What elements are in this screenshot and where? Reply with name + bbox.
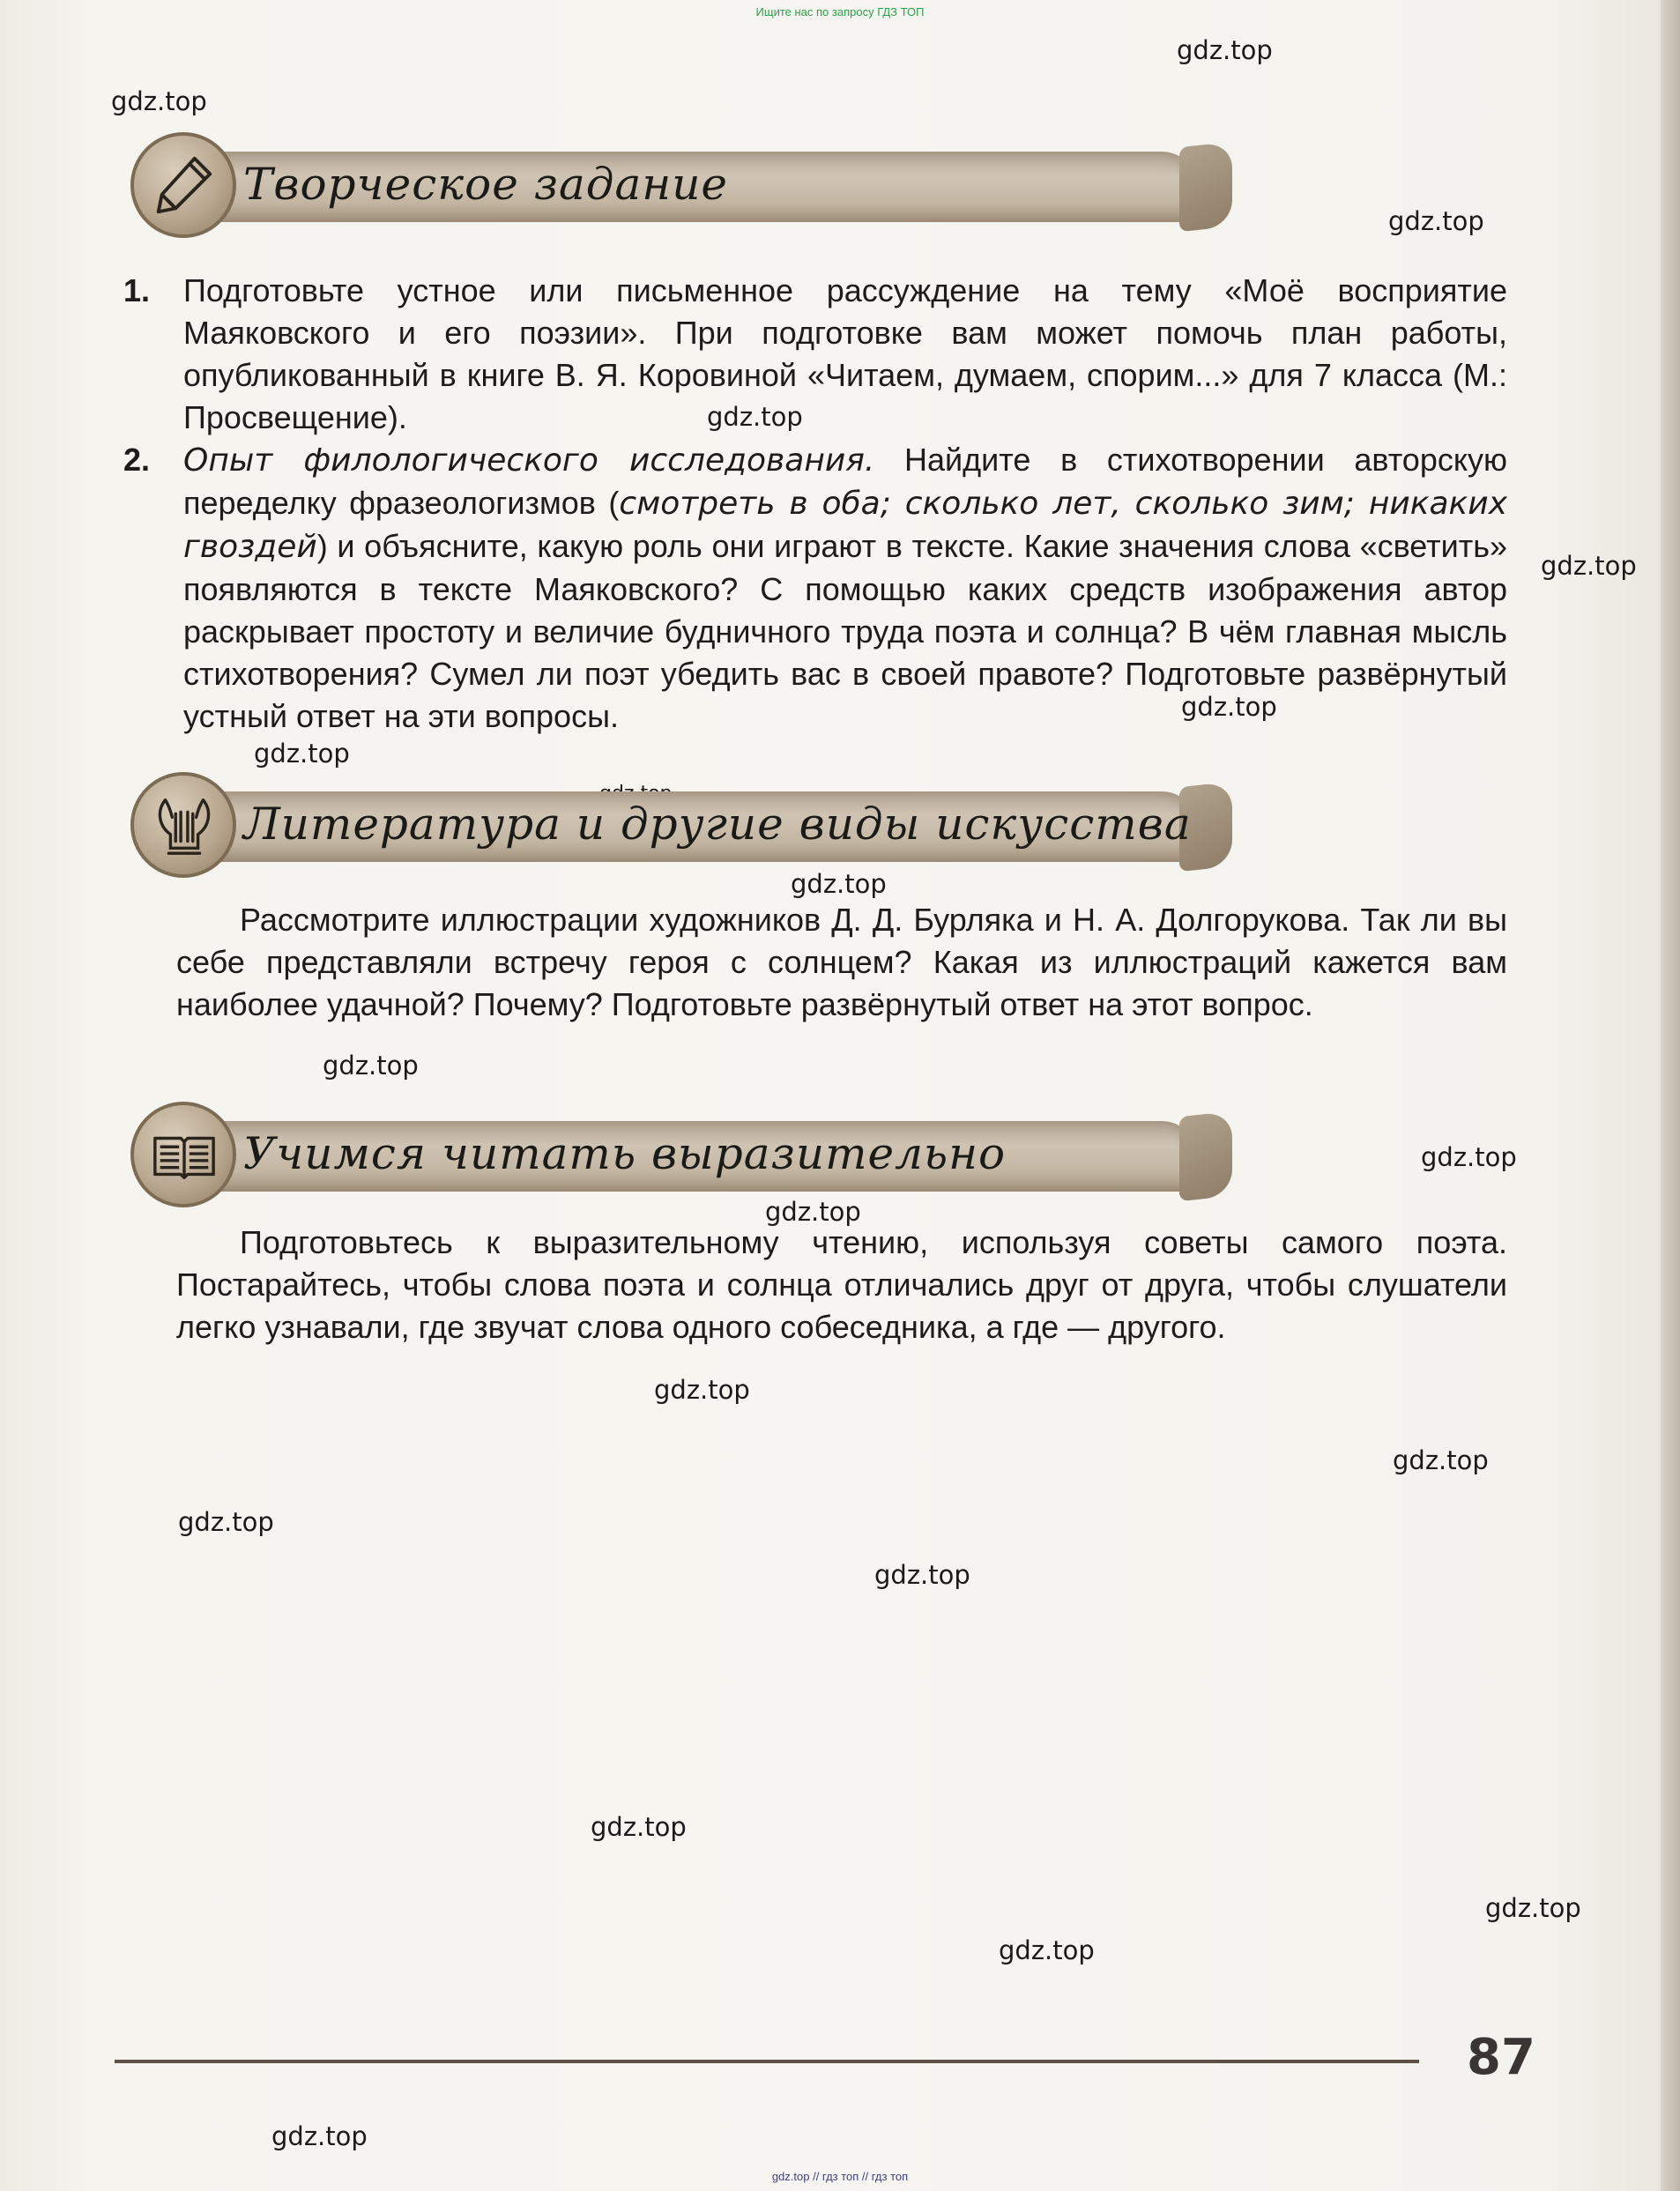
watermark: gdz.top <box>1393 1445 1489 1475</box>
watermark: gdz.top <box>791 869 887 899</box>
section-title: Творческое задание <box>243 159 729 210</box>
watermark: gdz.top <box>254 739 350 769</box>
section-title: Учимся читать выразительно <box>243 1128 1007 1179</box>
watermark: gdz.top <box>591 1812 687 1842</box>
task-number: 1. <box>123 272 151 308</box>
pencil-icon <box>150 152 219 220</box>
task-text: Подготовьте устное или письменное рассуждение на тему «Моё восприятие Маяковского и его поэзии». При подготовке вам может помочь план работы, опубликованный в книге В. Я. Коровиной «Читаем, думаем, спорим...» для 7 класса (М.: Просвещение). <box>183 272 1507 435</box>
phraseologisms-list: смотреть в оба; сколько лет, сколько зим; никаких гвоздей <box>183 486 1507 565</box>
watermark: gdz.top <box>271 2121 368 2151</box>
watermark: gdz.top <box>765 1197 861 1227</box>
watermark: gdz.top <box>1541 551 1637 581</box>
task-text <box>183 439 1507 738</box>
task-number: 2. <box>123 442 151 478</box>
banner-medallion <box>130 772 236 878</box>
footer-rule <box>115 2060 1419 2063</box>
banner-medallion <box>130 1102 236 1207</box>
section-banner-arts <box>130 772 1241 878</box>
watermark: gdz.top <box>999 1935 1095 1965</box>
banner-ribbon-end <box>1179 142 1232 232</box>
task-2 <box>123 439 1507 738</box>
arts-paragraph <box>176 899 1507 1026</box>
task-text-part: ) и объясните, какую роль они играют в тексте. Какие значения слова «светить» появляются в тексте Маяковского? С помощью каких средств изображения автор раскрывает простоту и величие будничного труда поэта и солнца? В чём главная мысль стихотворения? Сумел ли поэт убедить вас в своей правоте? Подготовьте развёрнутый устный ответ на эти вопросы. <box>183 528 1507 734</box>
section-title: Литература и другие виды искусства <box>243 798 1192 850</box>
task-1 <box>123 270 1507 439</box>
section-banner-reading <box>130 1102 1241 1207</box>
banner-medallion <box>130 132 236 238</box>
reading-paragraph <box>176 1222 1507 1348</box>
watermark: gdz.top <box>323 1051 419 1081</box>
paragraph-text: Подготовьтесь к выразительному чтению, используя советы самого поэта. Постарайтесь, чтобы слова поэта и солнца отличались друг от друга, чтобы слушатели легко узнавали, где звучат слова одного собеседника, а где — другого. <box>176 1224 1507 1345</box>
watermark: gdz.top <box>707 402 803 432</box>
watermark: gdz.top <box>178 1507 274 1537</box>
watermark: gdz.top <box>1177 35 1273 65</box>
page-edge <box>1661 0 1680 2191</box>
open-book-icon <box>150 1121 219 1190</box>
lyre-icon <box>150 791 219 860</box>
banner-ribbon-end <box>1179 1111 1232 1201</box>
task-lead-italic: Опыт филологического исследования. <box>183 442 875 479</box>
watermark: gdz.top <box>111 86 207 116</box>
page-number: 87 <box>1467 2029 1535 2086</box>
watermark: gdz.top <box>1485 1893 1581 1923</box>
watermark: gdz.top <box>1421 1142 1517 1172</box>
section-banner-creative <box>130 132 1241 238</box>
watermark: gdz.top <box>654 1375 750 1405</box>
bottom-note: gdz.top // гдз топ // гдз топ <box>771 2170 909 2183</box>
top-note: Ищите нас по запросу ГДЗ ТОП <box>755 5 925 19</box>
watermark: gdz.top <box>1181 692 1277 722</box>
paragraph-text: Рассмотрите иллюстрации художников Д. Д. Бурляка и Н. А. Долгорукова. Так ли вы себе представляли встречу героя с солнцем? Какая из иллюстраций кажется вам наиболее удачной? Почему? Подготовьте развёрнутый ответ на этот вопрос. <box>176 902 1507 1022</box>
task-text-part: Найдите в стихотворении авторскую переделку фразеологизмов ( <box>183 442 1507 521</box>
watermark: gdz.top <box>1388 206 1484 236</box>
watermark: gdz.top <box>874 1560 970 1590</box>
